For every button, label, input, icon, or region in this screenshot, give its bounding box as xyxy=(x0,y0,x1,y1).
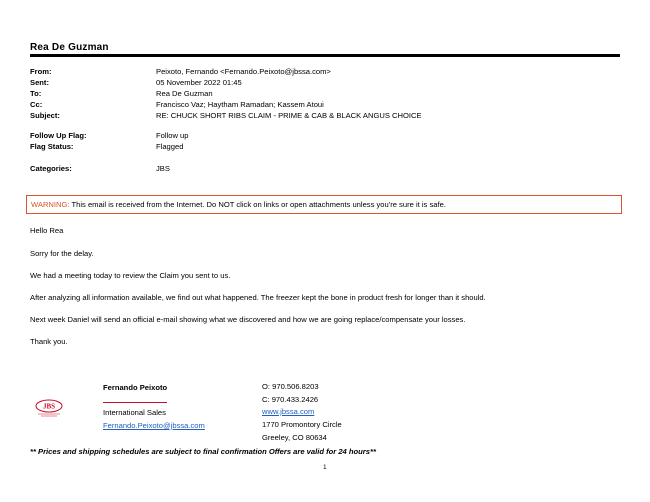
header-divider xyxy=(30,54,620,57)
warning-label: WARNING: xyxy=(31,200,70,209)
header-label: To: xyxy=(30,89,42,98)
header-value: Follow up xyxy=(156,131,189,140)
body-paragraph: After analyzing all information available, we find out what happened. The freezer kept the bone in product fresh for longer than it should. xyxy=(30,293,486,302)
signature-name: Fernando Peixoto xyxy=(103,383,168,392)
body-greeting: Hello Rea xyxy=(30,226,64,235)
header-value: JBS xyxy=(156,164,170,173)
header-row-follow-up-flag xyxy=(30,130,620,141)
signature-office-phone: O: 970.506.8203 xyxy=(262,382,319,391)
external-email-warning xyxy=(26,195,622,214)
signature-divider xyxy=(103,402,167,403)
header-row-categories xyxy=(30,163,620,174)
warning-text: This email is received from the Internet. Do NOT click on links or open attachments unless you're sure it is safe. xyxy=(69,200,446,209)
header-label: Categories: xyxy=(30,164,72,173)
signature-title: International Sales xyxy=(103,408,166,417)
body-paragraph: Sorry for the delay. xyxy=(30,249,94,258)
jbs-logo xyxy=(32,398,66,418)
header-value: Rea De Guzman xyxy=(156,89,213,98)
mailbox-owner: Rea De Guzman xyxy=(30,42,109,53)
signature-website-link[interactable]: www.jbssa.com xyxy=(262,407,315,416)
header-label: Subject: xyxy=(30,111,60,120)
header-row-from xyxy=(30,66,620,77)
header-value: 05 November 2022 01:45 xyxy=(156,78,242,87)
body-closing: Thank you. xyxy=(30,337,68,346)
header-row-flag-status xyxy=(30,141,620,152)
header-row-to xyxy=(30,88,620,99)
header-value: Peixoto, Fernando <Fernando.Peixoto@jbssa.com> xyxy=(156,67,331,76)
body-paragraph: Next week Daniel will send an official e-mail showing what we discovered and how we are going replace/compensate your losses. xyxy=(30,315,466,324)
header-label: Flag Status: xyxy=(30,142,74,151)
header-row-cc xyxy=(30,99,620,110)
body-paragraph: We had a meeting today to review the Claim you sent to us. xyxy=(30,271,231,280)
header-value: Francisco Vaz; Haytham Ramadan; Kassem Atoui xyxy=(156,100,324,109)
signature-cell-phone: C: 970.433.2426 xyxy=(262,395,319,404)
header-label: Follow Up Flag: xyxy=(30,131,87,140)
header-row-sent xyxy=(30,77,620,88)
signature-address-line1: 1770 Promontory Circle xyxy=(262,420,342,429)
header-value: RE: CHUCK SHORT RIBS CLAIM - PRIME & CAB & BLACK ANGUS CHOICE xyxy=(156,111,422,120)
signature-address-line2: Greeley, CO 80634 xyxy=(262,433,327,442)
header-label: From: xyxy=(30,67,52,76)
logo-text: JBS xyxy=(42,402,56,411)
header-label: Cc: xyxy=(30,100,43,109)
signature-email-link[interactable]: Fernando.Peixoto@jbssa.com xyxy=(103,421,205,430)
pricing-disclaimer: ** Prices and shipping schedules are subject to final confirmation Offers are valid for 24 hours** xyxy=(30,447,376,456)
header-label: Sent: xyxy=(30,78,49,87)
header-value: Flagged xyxy=(156,142,184,151)
page-number: 1 xyxy=(323,464,327,471)
header-row-subject xyxy=(30,110,620,121)
